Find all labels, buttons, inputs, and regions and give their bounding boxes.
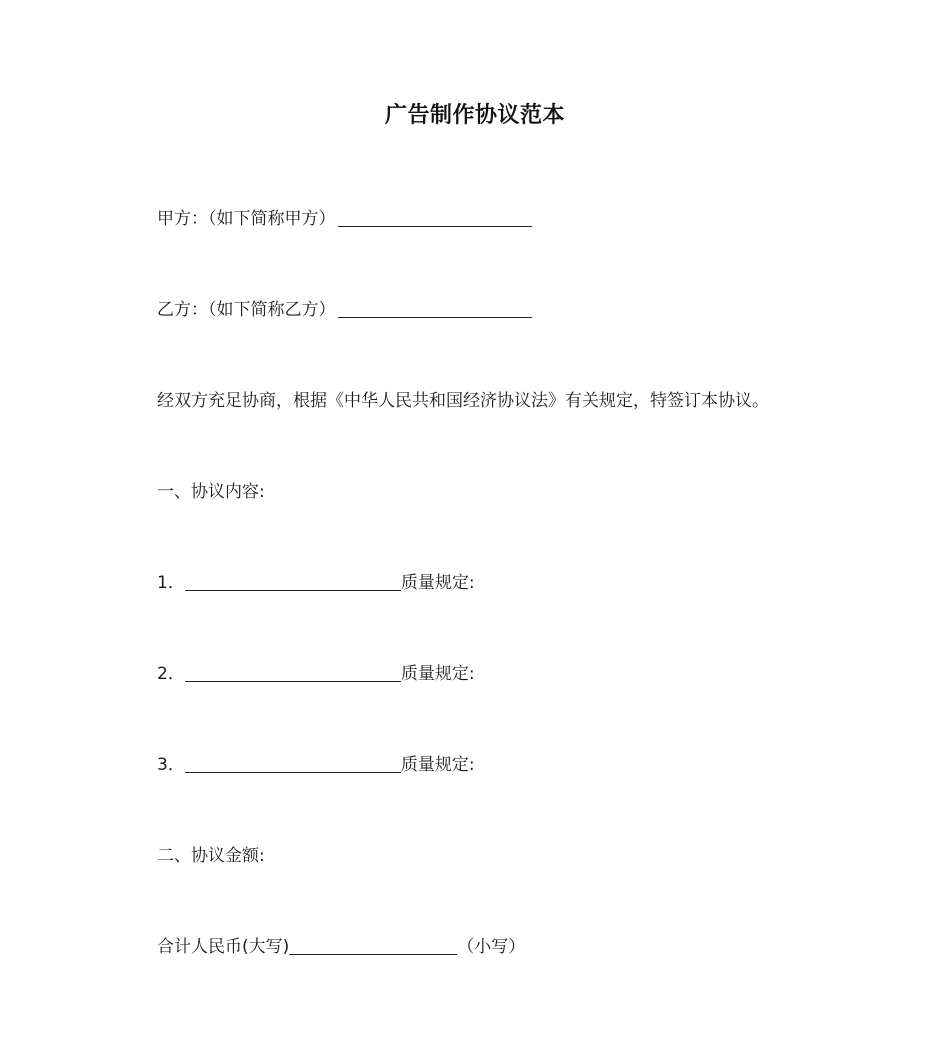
section2-heading: 二、协议金额: (157, 846, 265, 866)
total-uppercase-blank (289, 936, 457, 955)
item-blank (185, 754, 401, 773)
item-number: 1． (157, 573, 185, 593)
item-blank (185, 572, 401, 591)
party-b-line (157, 298, 532, 322)
party-b-blank (338, 299, 532, 318)
document-title: 广告制作协议范本 (384, 103, 565, 128)
total-prefix: 合计人民币(大写) (157, 937, 290, 957)
total-amount-line (157, 935, 525, 959)
party-a-label: 甲方：（如下简称甲方） (157, 209, 336, 229)
total-suffix: （小写） (457, 937, 526, 957)
item-number: 3． (157, 755, 185, 775)
item-suffix: 质量规定: (400, 755, 475, 775)
content-item (157, 571, 475, 595)
item-suffix: 质量规定: (400, 573, 475, 593)
party-a-line (157, 207, 532, 231)
item-number: 2． (157, 664, 185, 684)
party-a-blank (338, 208, 532, 227)
content-item (157, 662, 475, 686)
item-blank (185, 663, 401, 682)
item-suffix: 质量规定: (400, 664, 475, 684)
party-b-label: 乙方：（如下简称乙方） (157, 300, 336, 320)
preamble-text: 经双方充足协商，根据《中华人民共和国经济协议法》有关规定，特签订本协议。 (157, 391, 769, 411)
content-item (157, 753, 475, 777)
section1-heading: 一、协议内容: (157, 482, 265, 502)
